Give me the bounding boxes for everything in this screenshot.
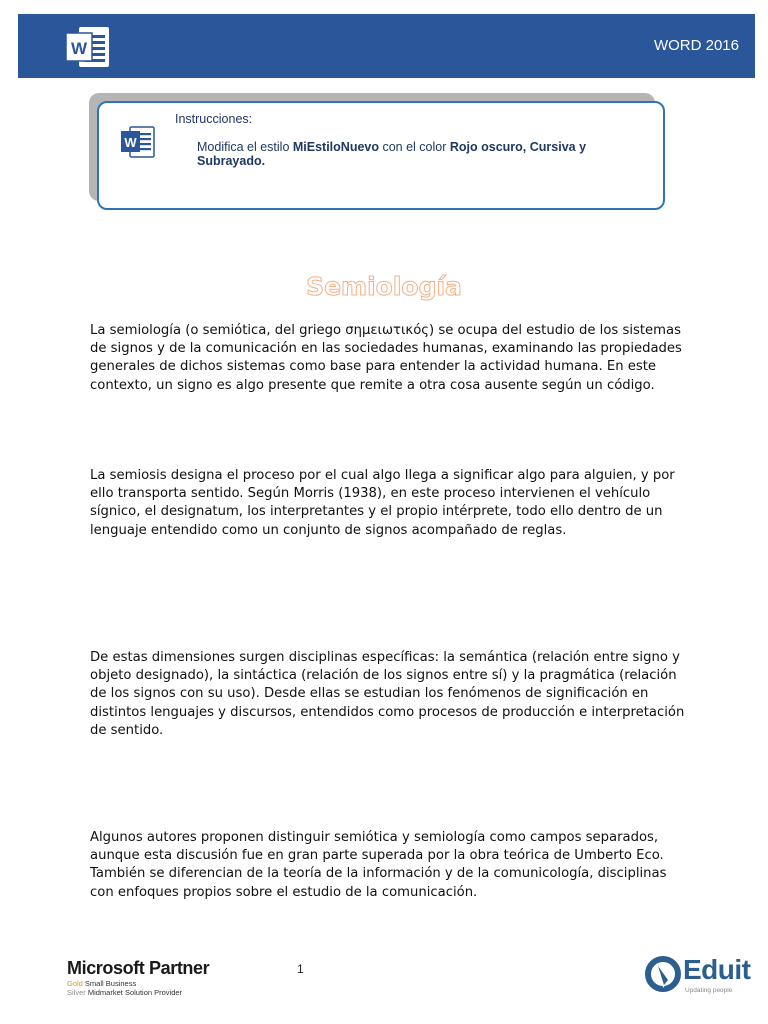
gold-label: Gold [67, 979, 83, 988]
instructions-text [197, 140, 657, 168]
header-bar [18, 14, 755, 78]
paragraph-2: La semiosis designa el proceso por el cual algo llega a significar algo para alguien, y por ello transporta sentido. Según Morris (1938), en este proceso intervienen el vehículo sígnico, el designatum, los interpretantes y el propio intérprete, todo ello dentro de un lenguaje entendido como un conjunto de signos acompañado de reglas. [90, 468, 675, 538]
instructions-label: Instrucciones: [175, 112, 253, 126]
paragraph-3: De estas dimensiones surgen disciplinas específicas: la semántica (relación entre signo y objeto designado), la sintáctica (relación de los signos entre sí) y la pragmática (relación de los signos con su uso). Desde ellas se estudian los fenómenos de significación en distintos lenguajes y discursos, entendidos como procesos de producción e interpretación de sentido. [90, 650, 685, 738]
document-title: Semiología [306, 272, 462, 301]
header-title: WORD 2016 [653, 37, 739, 54]
paragraph-1: La semiología (o semiótica, del griego σημειωτικός) se ocupa del estudio de los sistemas de signos y de la comunicación en las sociedades humanas, examinando las propiedades generales de dichos sistemas como base para entender la actividad humana. En este contexto, un signo es algo presente que remite a otra cosa ausente según un código. [90, 323, 682, 393]
microsoft-partner-logo [67, 958, 209, 997]
page-number: 1 [297, 962, 304, 976]
silver-label: Silver [67, 988, 86, 997]
silver-text: Midmarket Solution Provider [85, 988, 183, 997]
svg-text:W: W [70, 39, 88, 58]
eduit-logo [645, 954, 760, 998]
style-name: MiEstiloNuevo [292, 140, 379, 154]
instructions-middle: con el color [379, 140, 450, 154]
partner-name: Microsoft Partner [67, 958, 210, 978]
instructions-panel [97, 101, 665, 210]
word-logo-icon [65, 24, 111, 74]
company-name: Eduit [683, 954, 751, 985]
partner-silver-line [67, 988, 209, 997]
svg-text:W: W [124, 135, 137, 150]
format-list: Rojo oscuro, Cursiva y Subrayado. [197, 140, 587, 168]
partner-gold-line [67, 979, 209, 988]
word-icon [120, 125, 156, 163]
paragraph-4: Algunos autores proponen distinguir semiótica y semiología como campos separados, aunque esta discusión fue en gran parte superada por la obra teórica de Umberto Eco. También se diferencian de la teoría de la información y de la comunicología, disciplinas con enfoques propios sobre el estudio de la comunicación. [90, 830, 667, 900]
gold-text: Small Business [82, 979, 137, 988]
company-tagline: Updating people [685, 987, 733, 994]
instructions-prefix: Modifica el estilo [197, 140, 293, 154]
eduit-logo-icon [645, 954, 681, 994]
